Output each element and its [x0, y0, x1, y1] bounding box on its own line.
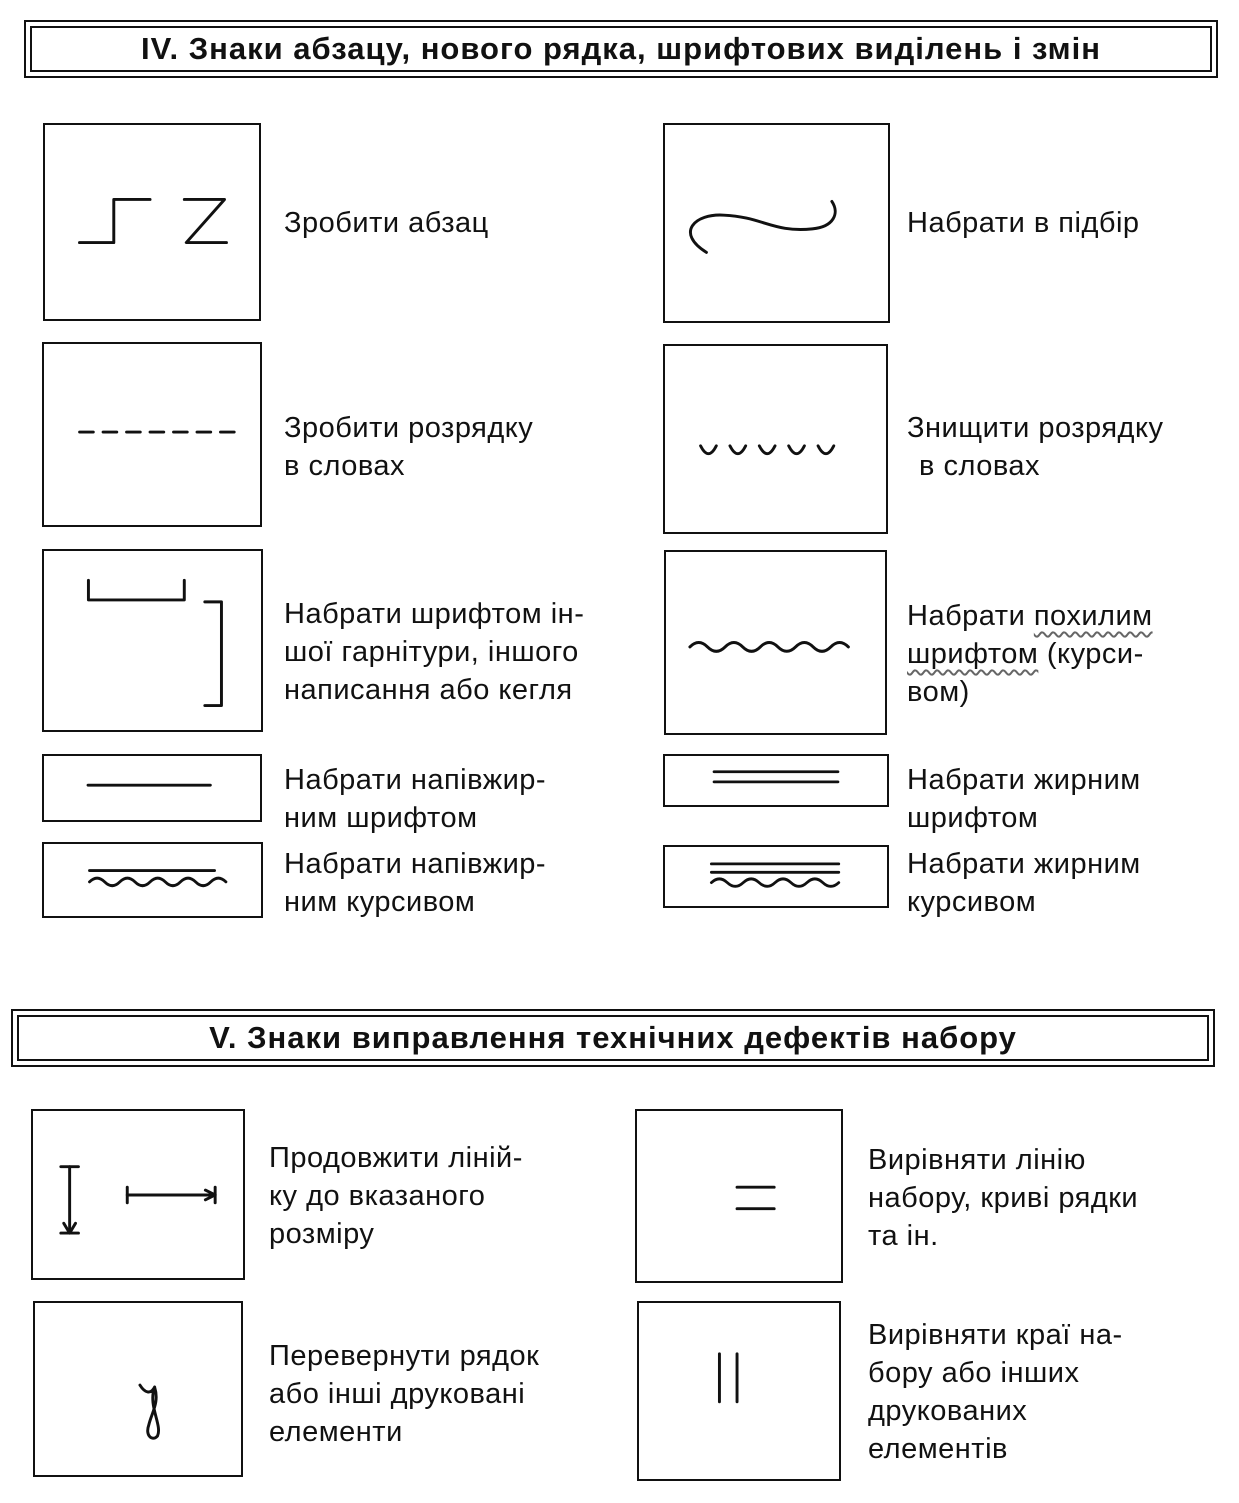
- label-other-typeface: Набрати шрифтом ін- шої гарнітури, іншого написання або кегля: [284, 598, 585, 706]
- label-run-in: Набрати в підбір: [907, 207, 1140, 239]
- section-title: V. Знаки виправлення технічних дефектів набору: [11, 1009, 1215, 1067]
- section-title: IV. Знаки абзацу, нового рядка, шрифтових виділень і змін: [24, 20, 1218, 78]
- label-turn-line: Перевернути рядок або інші друковані елементи: [269, 1340, 540, 1448]
- cup-marks-icon: [663, 344, 888, 534]
- equal-sign-icon: [635, 1109, 843, 1283]
- dashed-line-icon: [42, 342, 262, 527]
- paragraph-mark-icon: [43, 123, 261, 321]
- label-bold-italic: Набрати жирним курсивом: [907, 848, 1141, 918]
- parallel-lines-icon: [637, 1301, 841, 1481]
- single-line-icon: [42, 754, 262, 822]
- label-align-edges: Вирівняти краї на- бору або інших друкованих елементів: [868, 1319, 1123, 1465]
- label-remove-letterspace: Знищити розрядку в словах: [907, 412, 1164, 482]
- wavy-line-icon: [664, 550, 887, 735]
- label-align-line: Вирівняти лінію набору, криві рядки та ін.: [868, 1144, 1139, 1252]
- double-line-icon: [663, 754, 889, 807]
- label-semibold: Набрати напівжир- ним шрифтом: [284, 764, 547, 834]
- run-in-curve-icon: [663, 123, 890, 323]
- label-italic: Набрати похилим шрифтом (курси- вом): [907, 600, 1153, 708]
- extend-line-icon: [31, 1109, 245, 1280]
- label-semibold-italic: Набрати напівжир- ним курсивом: [284, 848, 547, 918]
- label-bold: Набрати жирним шрифтом: [907, 764, 1141, 834]
- turn-loop-icon: [33, 1301, 243, 1477]
- label-paragraph: Зробити абзац: [284, 207, 489, 239]
- bracket-marks-icon: [42, 549, 263, 732]
- label-letterspace: Зробити розрядку в словах: [284, 412, 534, 482]
- label-extend-line: Продовжити ліній- ку до вказаного розміру: [269, 1142, 523, 1250]
- line-wavy-icon: [42, 842, 263, 918]
- double-line-wavy-icon: [663, 845, 889, 908]
